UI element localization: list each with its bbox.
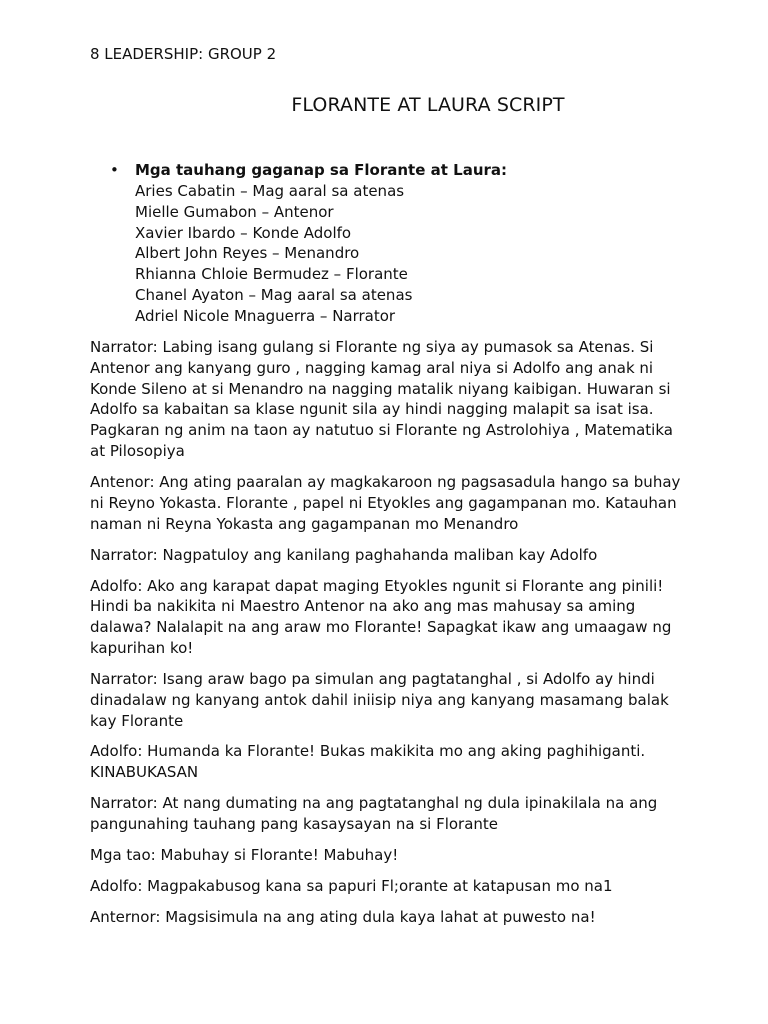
script-paragraph: Antenor: Ang ating paaralan ay magkakaroon ng pagsasadula hango sa buhay ni Reyno Yokasta. Florante , papel ni Etyokles ang gagampanan mo. Katauhan naman ni Reyna Yokasta ang gagampanan mo Menandro xyxy=(90,472,681,533)
cast-member: Mielle Gumabon – Antenor xyxy=(135,202,334,221)
cast-member: Aries Cabatin – Mag aaral sa atenas xyxy=(135,182,405,200)
cast-member: Adriel Nicole Mnaguerra – Narrator xyxy=(135,306,396,325)
cast-member: Rhianna Chloie Bermudez – Florante xyxy=(135,265,408,284)
bullet-icon: • xyxy=(110,161,119,179)
script-paragraph: Adolfo: Ako ang karapat dapat maging Etyokles ngunit si Florante ang pinili! Hindi ba nakikita ni Maestro Antenor na ako ang mas mahusay sa aming dalawa? Nalalapit na ang araw mo Florante! Sapagkat ikaw ang umaagaw ng kapurihan ko! xyxy=(90,576,672,657)
script-paragraph: Narrator: Labing isang gulang si Florante ng siya ay pumasok sa Atenas. Si Antenor ang kanyang guro , nagging kamag aral niya si Adolfo ang anak ni Konde Sileno at si Menandro na nagging matalik niyang kaibigan. Huwaran si Adolfo sa kabaitan sa klase ngunit sila ay hindi nagging malapit sa isat isa. Pagkaran ng anim na taon ay natutuo si Florante ng Astrolohiya , Matematika at Pilosopiya xyxy=(90,338,673,460)
cast-member: Chanel Ayaton – Mag aaral sa atenas xyxy=(135,285,413,304)
group-header: 8 LEADERSHIP: GROUP 2 xyxy=(90,45,277,63)
script-paragraph: Narrator: At nang dumating na ang pagtatanghal ng dula ipinakilala na ang pangunahing tauhang pang kasaysayan na si Florante xyxy=(90,794,658,834)
cast-member: Albert John Reyes – Menandro xyxy=(135,244,360,263)
script-paragraph: Mga tao: Mabuhay si Florante! Mabuhay! xyxy=(90,846,399,865)
script-paragraph: Anternor: Magsisimula na ang ating dula kaya lahat at puwesto na! xyxy=(90,908,596,927)
document-title: FLORANTE AT LAURA SCRIPT xyxy=(291,94,565,116)
script-body xyxy=(90,337,690,938)
script-paragraph: Adolfo: Magpakabusog kana sa papuri Fl;orante at katapusan mo na1 xyxy=(90,877,613,896)
cast-list xyxy=(135,160,710,327)
cast-heading: Mga tauhang gaganap sa Florante at Laura: xyxy=(135,161,508,179)
script-paragraph: Narrator: Nagpatuloy ang kanilang paghahanda maliban kay Adolfo xyxy=(90,545,598,564)
script-paragraph: Adolfo: Humanda ka Florante! Bukas makikita mo ang aking paghihiganti. KINABUKASAN xyxy=(90,742,646,782)
script-paragraph: Narrator: Isang araw bago pa simulan ang pagtatanghal , si Adolfo ay hindi dinadalaw ng kanyang antok dahil iniisip niya ang kanyang masamang balak kay Florante xyxy=(90,669,669,730)
cast-member: Xavier Ibardo – Konde Adolfo xyxy=(135,223,352,242)
